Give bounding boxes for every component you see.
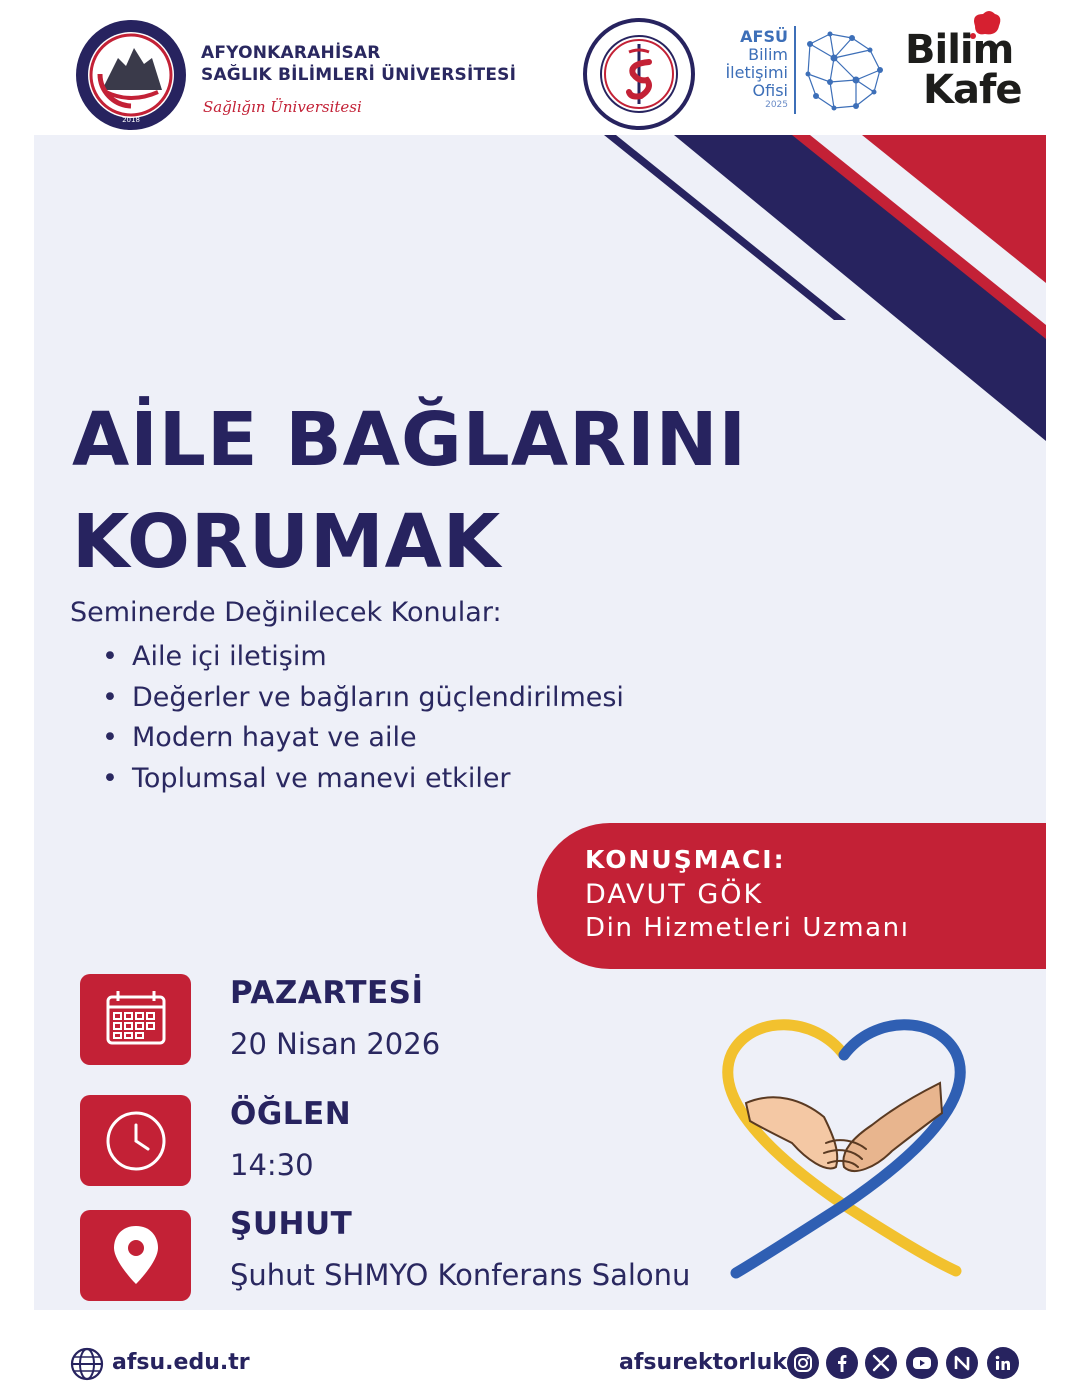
date-day: PAZARTESİ — [230, 975, 424, 1011]
calendar-icon — [80, 974, 191, 1065]
facebook-icon[interactable] — [826, 1347, 858, 1379]
university-name-line2: SAĞLIK BİLİMLERİ ÜNİVERSİTESİ — [201, 65, 517, 85]
afsu-office-text — [722, 28, 788, 110]
event-title-line1: AİLE BAĞLARINI — [72, 397, 748, 483]
topic-item: • Toplumsal ve manevi etkiler — [102, 759, 624, 800]
speaker-role: Din Hizmetleri Uzmanı — [585, 913, 910, 943]
topic-item: • Modern hayat ve aile — [102, 718, 624, 759]
afsu-office-line4: Ofisi — [752, 81, 788, 100]
shmyo-seal-logo — [583, 18, 695, 130]
heart-ribbon-hands-illustration — [694, 987, 994, 1287]
time-label: ÖĞLEN — [230, 1096, 352, 1132]
university-seal-logo — [74, 18, 188, 132]
bilim-kafe-logo — [905, 8, 1022, 116]
topic-item: • Değerler ve bağların güçlendirilmesi — [102, 678, 624, 719]
header — [0, 0, 1080, 135]
university-motto: Sağlığın Üniversitesi — [203, 98, 362, 116]
date-value: 20 Nisan 2026 — [230, 1027, 441, 1061]
linkedin-icon[interactable] — [987, 1347, 1019, 1379]
network-globe-icon — [800, 24, 888, 116]
x-icon[interactable] — [865, 1347, 897, 1379]
svg-text:2018: 2018 — [122, 116, 140, 124]
afsu-office-line3: İletişimi — [725, 63, 788, 82]
bilim-kafe-line1: Bilim — [905, 27, 1014, 73]
speaker-name: DAVUT GÖK — [585, 879, 764, 910]
location-pin-icon — [80, 1210, 191, 1301]
university-name-line1: AFYONKARAHİSAR — [201, 43, 381, 63]
afsu-office-year: 2025 — [765, 100, 788, 110]
afsu-office-line2: Bilim — [748, 45, 788, 64]
topics-heading: Seminerde Değinilecek Konular: — [70, 597, 502, 628]
event-title-line2: KORUMAK — [72, 499, 502, 585]
youtube-icon[interactable] — [906, 1347, 938, 1379]
afsu-science-communication-office-logo — [722, 24, 887, 119]
clock-icon — [80, 1095, 191, 1186]
event-title — [72, 389, 747, 593]
bilim-kafe-line2: Kafe — [923, 67, 1022, 113]
afsu-divider — [794, 26, 796, 114]
globe-icon — [70, 1347, 104, 1381]
website-link[interactable]: afsu.edu.tr — [112, 1350, 250, 1375]
location-value: Şuhut SHMYO Konferans Salonu — [230, 1258, 691, 1292]
university-name — [201, 42, 516, 86]
speaker-label: KONUŞMACI: — [585, 845, 786, 874]
social-handle: afsurektorluk — [619, 1350, 787, 1375]
location-icon-box — [80, 1210, 191, 1301]
instagram-icon[interactable] — [787, 1347, 819, 1379]
calendar-icon-box — [80, 974, 191, 1065]
speaker-banner — [537, 823, 1046, 969]
clock-icon-box — [80, 1095, 191, 1186]
afsu-office-line1: AFSÜ — [740, 27, 788, 46]
footer — [0, 1310, 1080, 1391]
topic-item: • Aile içi iletişim — [102, 637, 624, 678]
nsosyal-icon[interactable] — [946, 1347, 978, 1379]
location-town: ŞUHUT — [230, 1206, 353, 1242]
time-value: 14:30 — [230, 1148, 314, 1182]
topics-list — [102, 637, 624, 799]
event-poster-panel — [34, 135, 1046, 1310]
